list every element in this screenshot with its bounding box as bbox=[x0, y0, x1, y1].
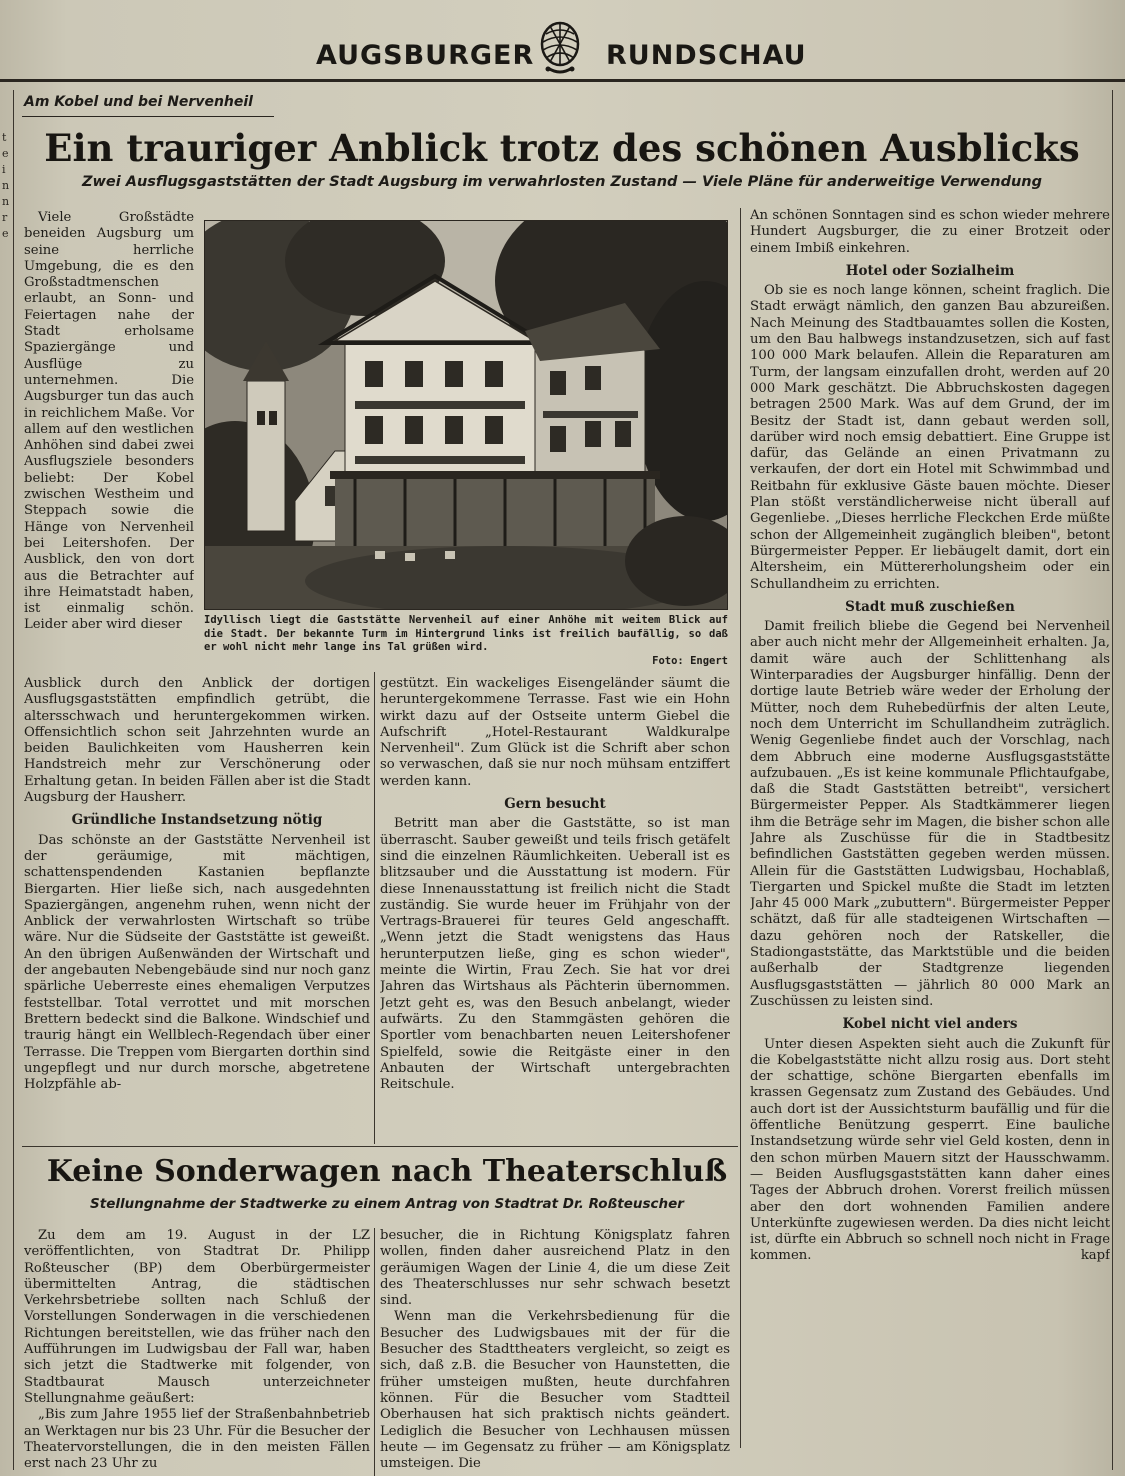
paragraph bbox=[750, 1037, 1110, 1265]
article2-column-left bbox=[24, 1228, 370, 1476]
edge-letter-fragment: n bbox=[2, 195, 10, 208]
paragraph: Viele Großstädte beneiden Augsburg um seine herrliche Umgebung, die es den Großstadtmenschen erlaubt, an Sonn- und Feiertagen nahe der Stadt erholsame Spaziergänge und Ausflüge zu unternehmen. Die Augsburger tun das auch in reichlichem Maße. Vor allem auf den westlichen Anhöhen sind dabei zwei Ausflugsziele besonders beliebt: Der Kobel zwischen Westheim und Steppach sowie die Hänge von Nervenheil bei Leitershofen. Der Ausblick, den von dort aus die Betrachter auf ihre Heimatstadt haben, ist einmalig schön. Leider aber wird dieser bbox=[24, 210, 194, 633]
article1-column-middle bbox=[380, 676, 730, 1144]
paragraph: gestützt. Ein wackeliges Eisengeländer säumt die heruntergekommene Terrasse. Fast wie ein Hohn wirkt dazu auf der Ostseite unterm Giebel die Aufschrift „Hotel-Restaurant Waldkuralpe Nervenheil". Zum Glück ist die Schrift aber schon so verwaschen, daß sie nur noch mühsam entziffert werden kann. bbox=[380, 676, 730, 789]
column-rule bbox=[740, 208, 741, 1448]
paragraph: Damit freilich bliebe die Gegend bei Nervenheil aber auch nicht mehr der Allgemeinheit erhalten. Ja, damit wäre auch der Schlittenhang als Winterparadies der Augsburger hinfällig. Denn der dortige laute Betrieb wäre weder der Erholung der Mütter, noch dem Ruhebedürfnis der alten Leute, noch dem Unterricht im Schullandheim zuträglich. Wenig Gegenliebe findet auch der Vorschlag, nach dem Abbruch eine moderne Ausflugsgaststätte aufzubauen. „Es ist keine kommunale Pflichtaufgabe, daß die Stadt Gaststätten betreibt", versichert Bürgermeister Pepper. Als Stadtkämmerer liegen ihm die Beträge sehr im Magen, die bisher schon alle Jahre als Zuschüsse für die in Stadtbesitz befindlichen Gaststätten gegeben werden müssen. Allein für die Gaststätten Ludwigsbau, Hochablaß, Tiergarten und Spickel mußte die Stadt im letzten Jahr 45 000 Mark „zubuttern". Bürgermeister Pepper schätzt, daß für alle stadteigenen Wirtschaften — dazu gehören noch der Ratskeller, die Stadiongaststätte, das Marktstüble und die beiden außerhalb der Stadtgrenze liegenden Ausflugsgaststätten — jährlich 80 000 Mark an Zuschüssen zu leisten sind. bbox=[750, 619, 1110, 1009]
paragraph-text: Unter diesen Aspekten sieht auch die Zukunft für die Kobelgaststätte nicht allzu rosig aus. Dort steht der schattige, schöne Biergarten ebenfalls im krassen Gegensatz zum Zustand des Gebäudes. Und auch dort ist der Aussichtsturm baufällig und für die öffentliche Benützung gesperrt. Eine bauliche Instandsetzung würde sehr viel Geld kosten, denn in den schon mürben Mauern sitzt der Hausschwamm. — Beiden Ausflugsgaststätten kann daher eines Tages der Abbruch drohen. Vorerst freilich müssen aber den dort wohnenden Familien andere Unterkünfte zugewiesen werden. Da dies nicht leicht ist, dürfte ein Abbruch so schnell noch nicht in Frage kommen. bbox=[750, 1036, 1110, 1264]
column-rule bbox=[374, 672, 375, 1144]
masthead-left-word: AUGSBURGER bbox=[316, 40, 535, 71]
paragraph: „Bis zum Jahre 1955 lief der Straßenbahnbetrieb an Werktagen nur bis 23 Uhr. Für die Besucher der Theatervorstellungen, die in den meisten Fällen erst nach 23 Uhr zu bbox=[24, 1407, 370, 1472]
article1-column-right bbox=[750, 208, 1110, 1464]
edge-letter-fragment: t bbox=[2, 131, 7, 144]
masthead-right-word: RUNDSCHAU bbox=[606, 40, 807, 71]
headline-article2: Keine Sonderwagen nach Theaterschluß bbox=[46, 1154, 728, 1189]
article-separator bbox=[22, 1146, 738, 1147]
pine-cone-crest-icon bbox=[534, 20, 586, 78]
edge-letter-fragment: r bbox=[2, 211, 8, 224]
paragraph: An schönen Sonntagen sind es schon wieder mehrere Hundert Augsburger, die zu einer Brotzeit oder einem Imbiß einkehren. bbox=[750, 208, 1110, 256]
article1-column-left-top bbox=[24, 210, 194, 676]
paragraph: besucher, die in Richtung Königsplatz fahren wollen, finden daher ausreichend Platz in den geräumigen Wagen der Linie 4, die um diese Zeit des Theaterschlusses nur sehr schwach besetzt sind. bbox=[380, 1228, 730, 1309]
kicker-rule bbox=[22, 116, 274, 117]
edge-letter-fragment: e bbox=[2, 147, 9, 160]
caption-text: Idyllisch liegt die Gaststätte Nervenheil auf einer Anhöhe mit weitem Blick auf die Stadt. Der bekannte Turm im Hintergrund links ist freilich baufällig, so daß er wohl nicht mehr lange ins Tal grüßen wird. bbox=[204, 614, 728, 653]
photo-caption bbox=[204, 614, 728, 668]
paragraph: Ob sie es noch lange können, scheint fraglich. Die Stadt erwägt nämlich, den ganzen Bau abzureißen. Nach Meinung des Stadtbauamtes sollen die Kosten, um den Bau halbwegs instandzusetzen, sich auf fast 100 000 Mark belaufen. Allein die Reparaturen am Turm, der langsam einzufallen droht, werden auf 20 000 Mark geschätzt. Die Abbruchskosten dagegen betragen 2500 Mark. Was auf dem Grund, der im Besitz der Stadt ist, dann gebaut werden soll, darüber wird noch emsig debattiert. Eine Gruppe ist dafür, das Gelände an einen Privatmann zu verkaufen, der dort ein Hotel mit Schwimmbad und Reitbahn für exklusive Gäste bauen möchte. Dieser Plan stößt verständlicherweise nicht überall auf Gegenliebe. „Dieses herrliche Fleckchen Erde müßte schon der Allgemeinheit zugänglich bleiben", betont Bürgermeister Pepper. Er liebäugelt damit, dort ein Altersheim, ein Müttererholungsheim oder ein Schullandheim zu errichten. bbox=[750, 283, 1110, 592]
edge-letter-fragment: i bbox=[2, 163, 6, 176]
section-heading-gern-besucht: Gern besucht bbox=[504, 796, 606, 813]
photo-credit: Foto: Engert bbox=[652, 654, 728, 667]
article2-column-middle bbox=[380, 1228, 730, 1476]
paragraph: Das schönste an der Gaststätte Nervenheil ist der geräumige, mit mächtigen, schattenspendenden Kastanien bepflanzte Biergarten. Hier ließe sich, nach ausgedehnten Spaziergängen, angenehm ruhen, wenn nicht der Anblick der verwahrlosten Wirtschaft so trübe wäre. Nur die Südseite der Gaststätte ist geweißt. An den übrigen Außenwänden der Wirtschaft und der angebauten Nebengebäude sind nur noch ganz spärliche Ueberreste eines ehemaligen Verputzes feststellbar. Total verrottet und mit morschen Brettern bedeckt sind die Balkone. Windschief und traurig hängt ein Wellblech-Regendach über einer Terrasse. Die Treppen vom Biergarten dorthin sind ungepflegt und nur durch morsche, abgetretene Holzpfähle ab- bbox=[24, 832, 370, 1093]
subheadline-article2: Stellungnahme der Stadtwerke zu einem Antrag von Stadtrat Dr. Roßteuscher bbox=[90, 1196, 684, 1212]
photo-nervenheil-inn bbox=[204, 220, 728, 610]
edge-letter-fragment: n bbox=[2, 179, 10, 192]
section-heading-hotel: Hotel oder Sozialheim bbox=[845, 262, 1015, 279]
adjacent-page-edge-right bbox=[1112, 90, 1125, 1470]
article1-column-left-bottom bbox=[24, 676, 370, 1144]
kicker: Am Kobel und bei Nervenheil bbox=[24, 94, 253, 110]
masthead bbox=[0, 0, 1125, 82]
edge-letter-fragment: e bbox=[2, 227, 9, 240]
section-heading-instandsetzung: Gründliche Instandsetzung nötig bbox=[71, 812, 323, 829]
paragraph: Zu dem am 19. August in der LZ veröffentlichten, von Stadtrat Dr. Philipp Roßteuscher (BP) dem Oberbürgermeister übermittelten Antrag, die städtischen Verkehrsbetriebe sollten nach Schluß der Vorstellungen Sonderwagen in die verschiedenen Richtungen bereitstellen, wie das früher nach den Aufführungen im Ludwigsbau der Fall war, haben sich jetzt die Stadtwerke mit folgender, von Stadtbaurat Mausch unterzeichneter Stellungnahme geäußert: bbox=[24, 1228, 370, 1406]
column-rule bbox=[374, 1228, 375, 1476]
paragraph: Ausblick durch den Anblick der dortigen Ausflugsgaststätten empfindlich getrübt, die altersschwach und heruntergekommen wirken. Offensichtlich schon seit Jahrzehnten wurde an beiden Baulichkeiten vom Hausherren kein Handstreich mehr zur Verschönerung oder Erhaltung getan. In beiden Fällen aber ist die Stadt Augsburg der Hausherr. bbox=[24, 676, 370, 806]
photo-image bbox=[205, 221, 728, 610]
paragraph: Betritt man aber die Gaststätte, so ist man überrascht. Sauber geweißt und teils frisch getäfelt sind die einzelnen Räumlichkeiten. Ueberall ist es blitzsauber und die Ausstattung ist modern. Für diese Innenausstattung ist freilich nicht die Stadt zuständig. Sie wurde heuer im Frühjahr von der Vertrags-Brauerei für teures Geld angeschafft. „Wenn jetzt die Stadt wenigstens das Haus herunterputzen ließe, ging es schon wieder", meinte die Wirtin, Frau Zech. Sie hat vor drei Jahren das Wirtshaus als Pächterin übernommen. Jetzt geht es, was den Besuch anbelangt, wieder aufwärts. Zu den Stammgästen gehören die Sportler vom benachbarten neuen Leitershofener Spielfeld, sowie die Reitgäste einer in den Anbauten der Wirtschaft untergebrachten Reitschule. bbox=[380, 816, 730, 1093]
section-heading-stadt: Stadt muß zuschießen bbox=[845, 598, 1015, 615]
section-heading-kobel: Kobel nicht viel anders bbox=[842, 1016, 1018, 1033]
author-sign: kapf bbox=[1080, 1248, 1110, 1264]
subheadline: Zwei Ausflugsgaststätten der Stadt Augsburg im verwahrlosten Zustand — Viele Pläne für anderweitige Verwendung bbox=[82, 174, 1042, 190]
paragraph: Wenn man die Verkehrsbedienung für die Besucher des Ludwigsbaues mit der für die Besucher des Stadttheaters vergleicht, so zeigt es sich, daß z.B. die Besucher von Haunstetten, die früher umsteigen mußten, heute durchfahren können. Für die Besucher vom Stadtteil Oberhausen hat sich praktisch nichts geändert. Lediglich die Besucher von Lechhausen müssen heute — im Gegensatz zu früher — am Königsplatz umsteigen. Die bbox=[380, 1309, 730, 1472]
adjacent-page-edge-left bbox=[0, 90, 14, 1470]
headline: Ein trauriger Anblick trotz des schönen Ausblicks bbox=[44, 126, 1080, 170]
